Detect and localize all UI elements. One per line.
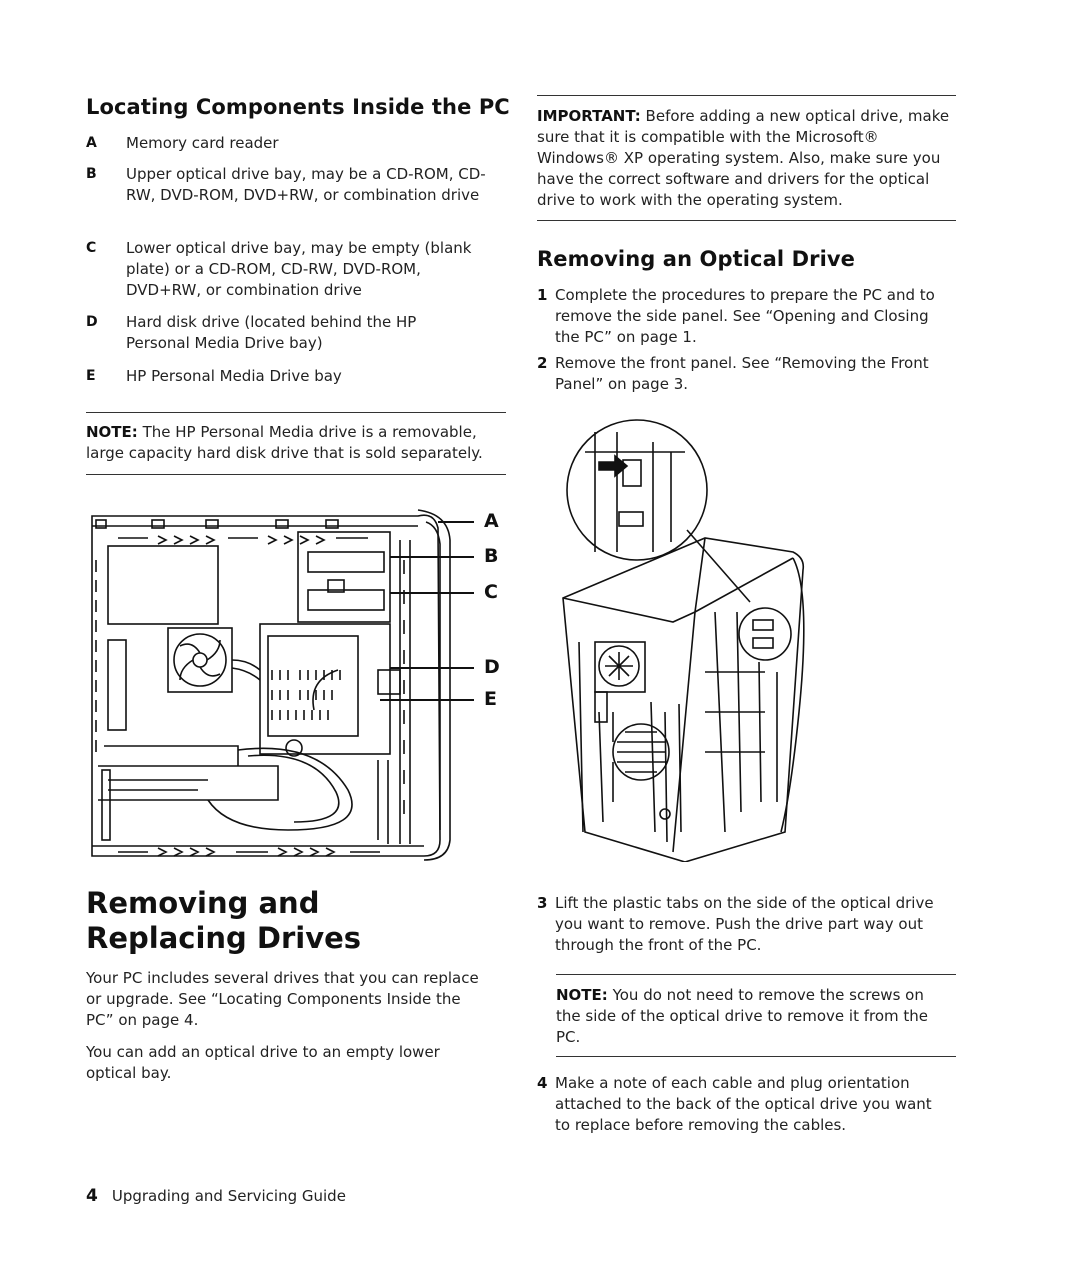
component-label: A	[86, 135, 97, 151]
section-heading-removing: Removing an Optical Drive	[537, 247, 856, 271]
step-number: 1	[537, 286, 548, 304]
optical-bay-paragraph: You can add an optical drive to an empty lower optical bay.	[86, 1043, 440, 1082]
divider	[556, 974, 956, 975]
figure-label-e: E	[484, 688, 497, 710]
callout-line-b	[390, 556, 474, 558]
figure-label-b: B	[484, 545, 499, 567]
note-text: The HP Personal Media drive is a removable, large capacity hard disk drive that is sold separately.	[86, 423, 483, 462]
note-screws	[556, 985, 936, 1048]
figure-label-d: D	[484, 656, 500, 678]
component-label: D	[86, 314, 98, 330]
divider	[556, 1056, 956, 1057]
component-text: Upper optical drive bay, may be a CD-ROM, CD-RW, DVD-ROM, DVD+RW, or combination drive	[126, 165, 486, 204]
note-label: NOTE:	[86, 423, 138, 441]
divider	[537, 95, 956, 96]
important-text: Before adding a new optical drive, make sure that it is compatible with the Microsoft® Windows® XP operating system. Also, make sure you have the correct software and drivers for the optical drive to work with the operating system.	[537, 107, 950, 209]
component-text: HP Personal Media Drive bay	[126, 367, 342, 385]
component-text: Memory card reader	[126, 134, 279, 152]
pc-interior-diagram	[88, 500, 508, 862]
step-text: Remove the front panel. See “Removing the Front Panel” on page 3.	[555, 354, 929, 393]
note-text: You do not need to remove the screws on the side of the optical drive to remove it from the PC.	[556, 986, 929, 1046]
step-text: Lift the plastic tabs on the side of the optical drive you want to remove. Push the drive part way out through the front of the PC.	[555, 894, 934, 954]
component-label: C	[86, 240, 97, 256]
figure-label-a: A	[484, 510, 499, 532]
callout-line-e	[380, 699, 474, 701]
figure-label-c: C	[484, 581, 498, 603]
footer-title: Upgrading and Servicing Guide	[111, 1187, 346, 1205]
note-media-drive	[86, 422, 504, 464]
component-text: Lower optical drive bay, may be empty (blank plate) or a CD-ROM, CD-RW, DVD-ROM, DVD+RW, or combination drive	[126, 239, 472, 299]
divider	[86, 474, 506, 475]
component-label: E	[86, 368, 96, 384]
page-footer	[86, 1186, 346, 1206]
section-heading-locating: Locating Components Inside the PC	[86, 95, 510, 119]
step-number: 3	[537, 894, 548, 912]
component-label: B	[86, 166, 97, 182]
step-number: 2	[537, 354, 548, 372]
callout-line-c	[390, 592, 474, 594]
note-label: NOTE:	[556, 986, 608, 1004]
callout-line-a	[438, 521, 474, 523]
callout-line-d	[390, 667, 474, 669]
section-title-drives: Removing and Replacing Drives	[86, 886, 362, 955]
important-note	[537, 106, 952, 211]
divider	[537, 220, 956, 221]
page-number: 4	[86, 1186, 98, 1206]
step-text: Complete the procedures to prepare the PC and to remove the side panel. See “Opening and Closing the PC” on page 1.	[555, 286, 935, 346]
intro-paragraph: Your PC includes several drives that you can replace or upgrade. See “Locating Components Inside the PC” on page 4.	[86, 969, 479, 1029]
divider	[86, 412, 506, 413]
step-text: Make a note of each cable and plug orientation attached to the back of the optical drive you want to replace before removing the cables.	[555, 1074, 932, 1134]
pc-tower-diagram	[555, 412, 815, 862]
step-number: 4	[537, 1074, 548, 1092]
important-label: IMPORTANT:	[537, 107, 641, 125]
component-text: Hard disk drive (located behind the HP Personal Media Drive bay)	[126, 313, 417, 352]
